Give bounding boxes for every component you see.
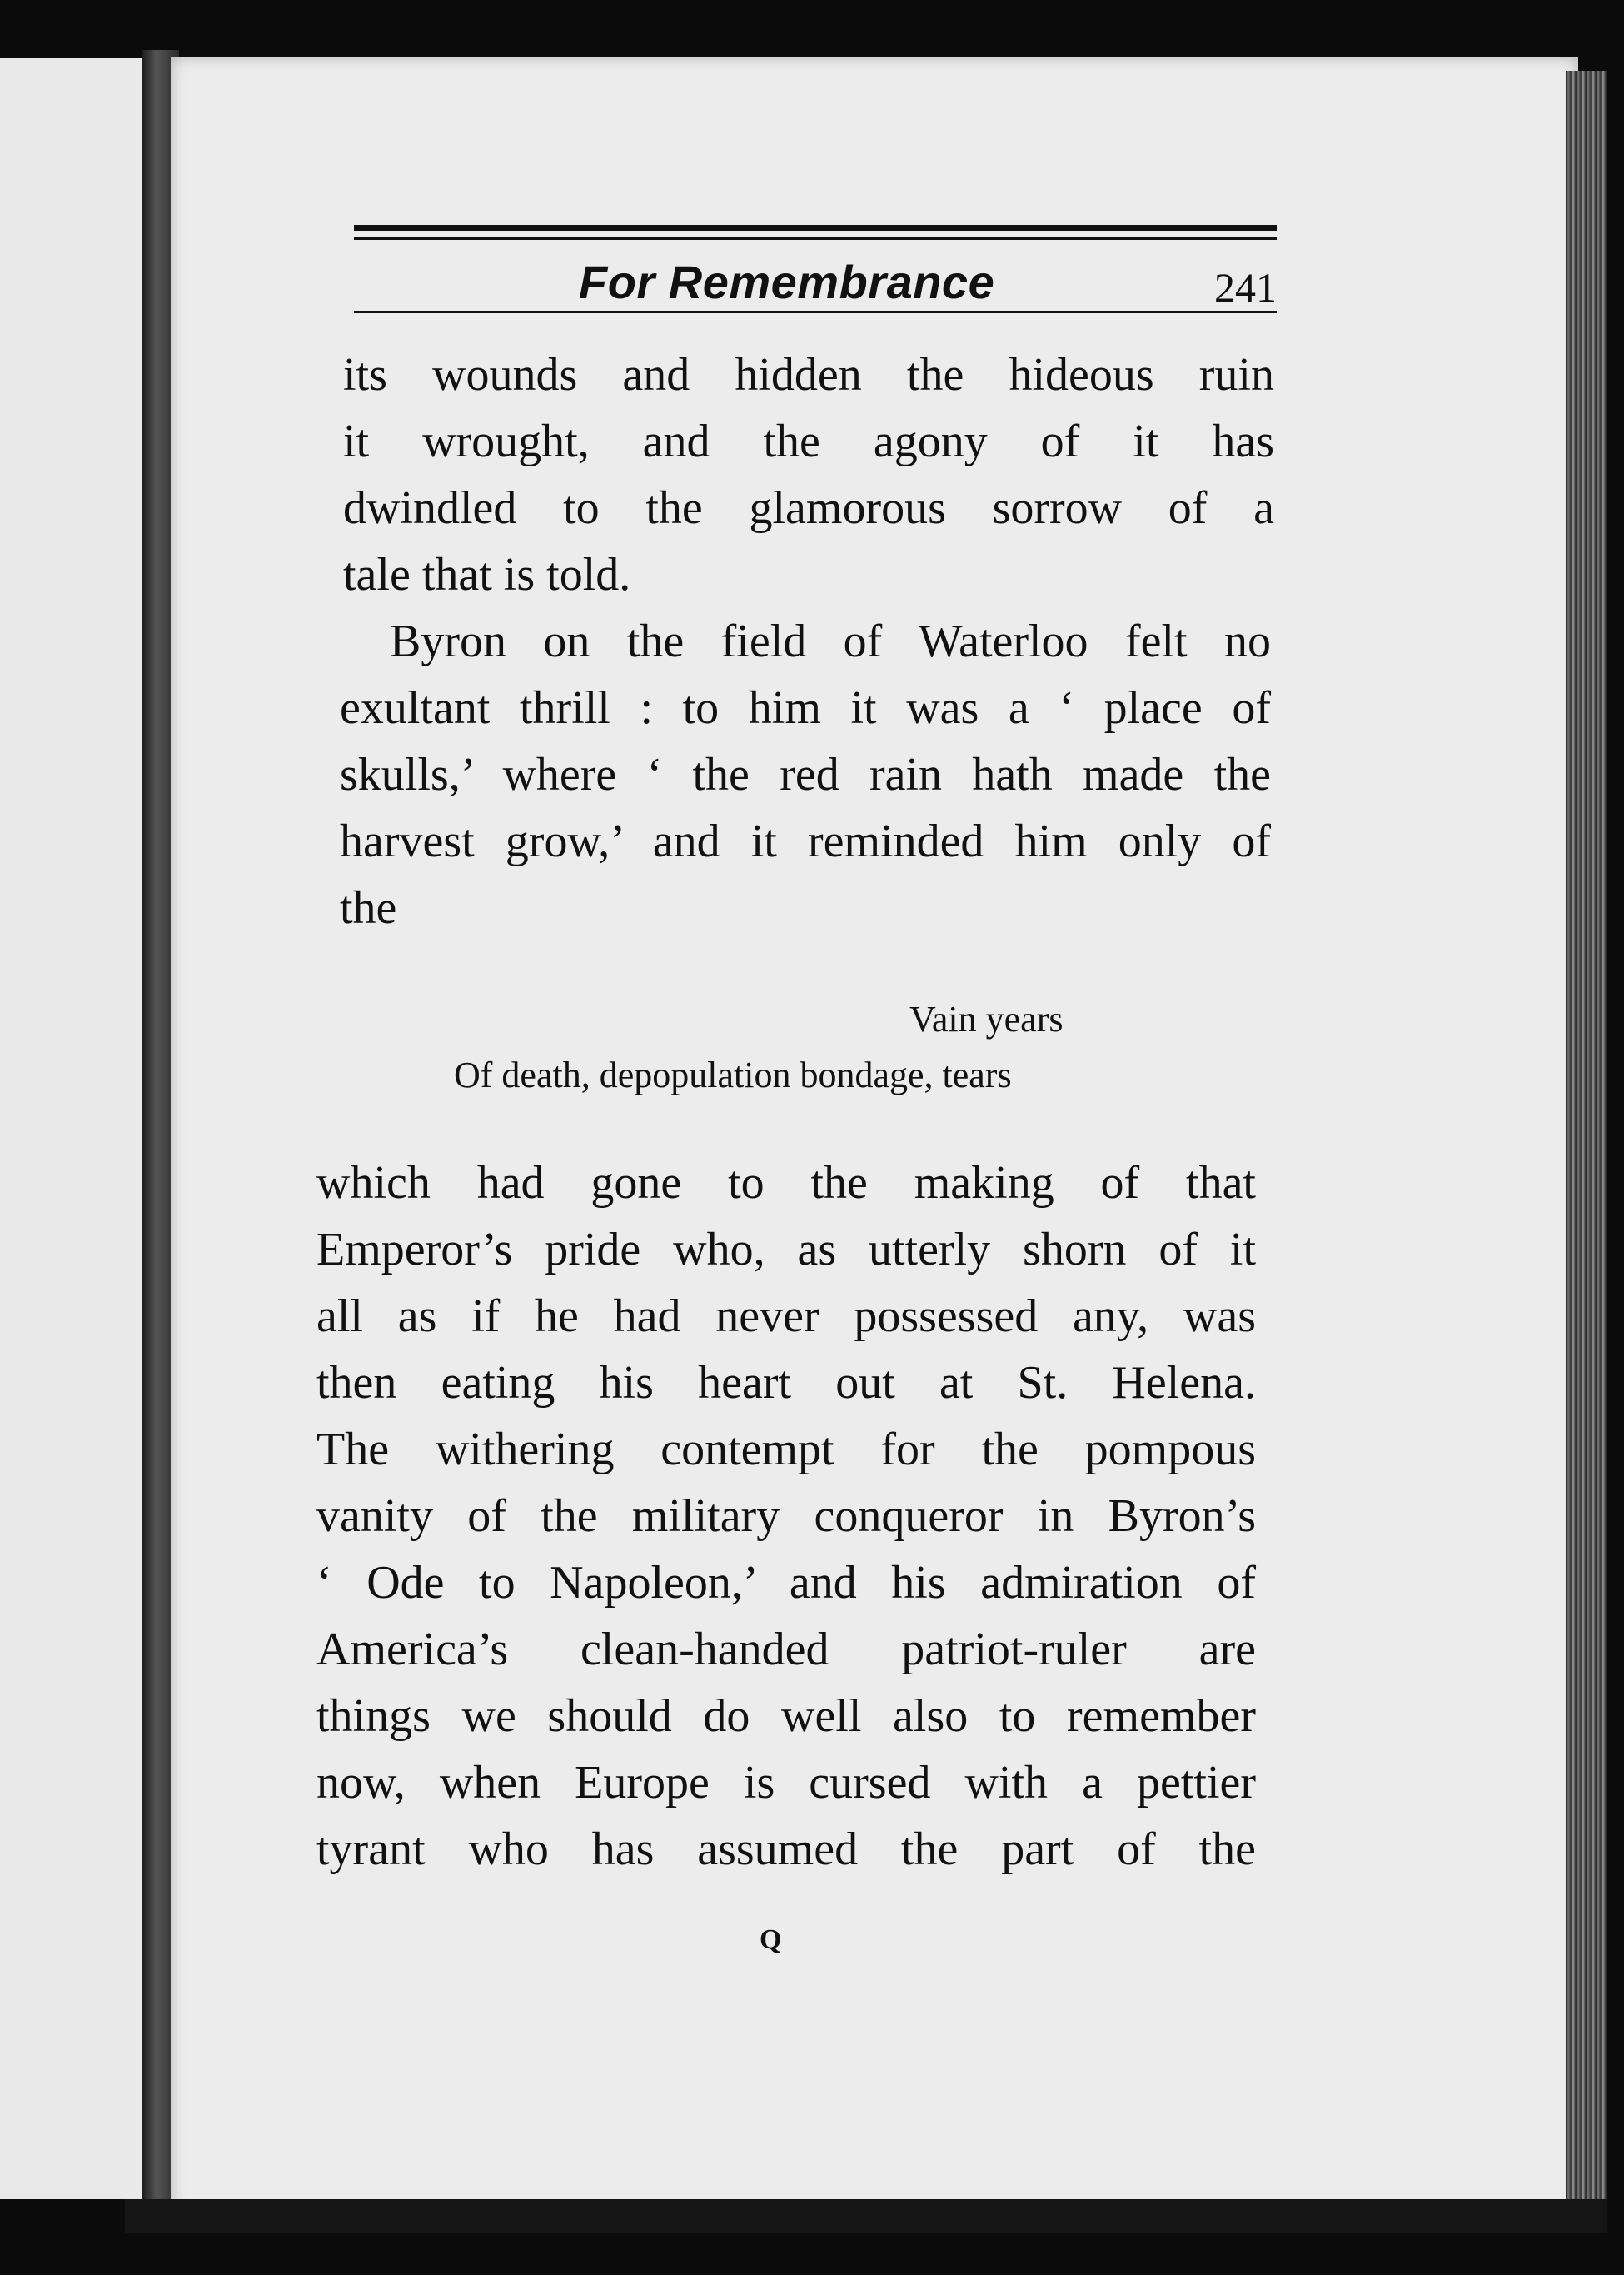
text-line: which had gone to the making of that: [316, 1157, 1256, 1209]
page-stack-edge: [1566, 71, 1607, 2203]
verse-quotation-line-1: Vain years: [909, 999, 1064, 1040]
text-line: things we should do well also to remember: [316, 1690, 1256, 1742]
text-line: harvest grow,’ and it reminded him only of: [340, 816, 1271, 867]
text-line: tale that is told.: [343, 549, 631, 601]
text-line: exultant thrill : to him it was a ‘ place of: [340, 682, 1271, 734]
page-number: 241: [1214, 264, 1277, 311]
header-row: [354, 240, 1277, 311]
text-line: it wrought, and the agony of it has: [343, 416, 1274, 467]
text-line: The withering contempt for the pompous: [316, 1424, 1256, 1475]
text-line: the: [340, 882, 397, 934]
verse-quotation-line-2: Of death, depopulation bondage, tears: [454, 1055, 1012, 1095]
text-line: its wounds and hidden the hideous ruin: [343, 349, 1274, 401]
signature-mark: Q: [760, 1924, 782, 1955]
running-header: [354, 225, 1277, 313]
facing-page-edge: [0, 58, 154, 2199]
header-rule-thick: [354, 225, 1277, 231]
text-line: ‘ Ode to Napoleon,’ and his admiration of: [316, 1557, 1256, 1609]
header-rule-bottom: [354, 311, 1277, 313]
text-line: now, when Europe is cursed with a pettier: [316, 1757, 1256, 1809]
text-line: dwindled to the glamorous sorrow of a: [343, 482, 1274, 534]
text-line: America’s clean-handed patriot-ruler are: [316, 1624, 1256, 1675]
scan-bottom-border: [125, 2199, 1607, 2233]
text-line: then eating his heart out at St. Helena.: [316, 1357, 1256, 1409]
text-line: skulls,’ where ‘ the red rain hath made the: [340, 749, 1271, 801]
running-title: For Remembrance: [579, 256, 995, 308]
text-line: Emperor’s pride who, as utterly shorn of it: [316, 1224, 1256, 1275]
text-line: vanity of the military conqueror in Byron’s: [316, 1490, 1256, 1542]
paragraph-3: [316, 1150, 1256, 1883]
paragraph-2: [340, 608, 1271, 941]
text-line: Byron on the field of Waterloo felt no: [390, 616, 1271, 667]
paragraph-1: [343, 342, 1274, 608]
text-line: tyrant who has assumed the part of the: [316, 1823, 1256, 1875]
text-line: all as if he had never possessed any, was: [316, 1290, 1256, 1342]
